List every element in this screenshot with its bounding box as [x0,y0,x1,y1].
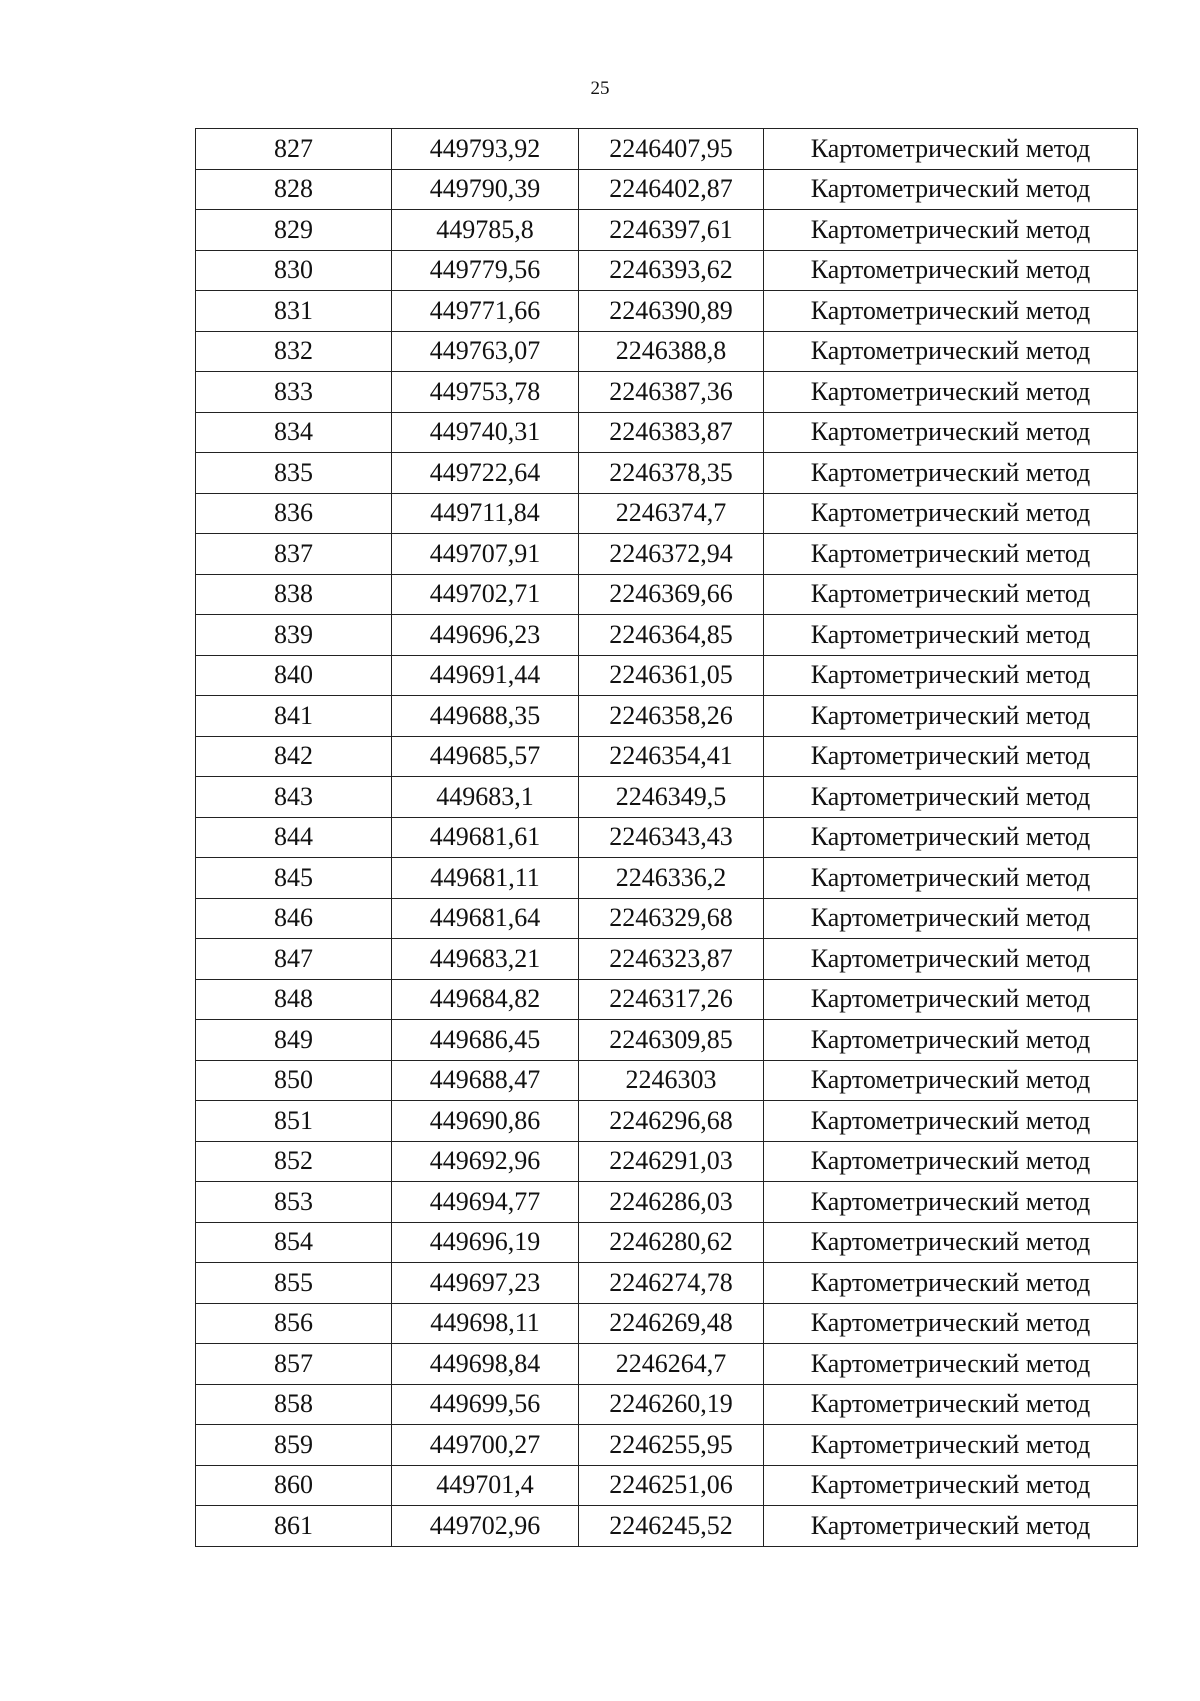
y-coordinate-cell: 2246317,26 [579,979,764,1020]
y-coordinate-cell: 2246291,03 [579,1141,764,1182]
method-cell: Картометрический метод [764,331,1138,372]
y-coordinate-cell: 2246245,52 [579,1506,764,1547]
point-number-cell: 831 [196,291,392,332]
y-coordinate-cell: 2246393,62 [579,250,764,291]
y-coordinate-cell: 2246358,26 [579,696,764,737]
table-row [196,1344,1138,1385]
coordinates-table-body [196,129,1138,1547]
method-cell: Картометрический метод [764,1182,1138,1223]
x-coordinate-cell: 449702,96 [392,1506,579,1547]
method-cell: Картометрический метод [764,210,1138,251]
x-coordinate-cell: 449696,19 [392,1222,579,1263]
method-cell: Картометрический метод [764,1101,1138,1142]
x-coordinate-cell: 449790,39 [392,169,579,210]
method-cell: Картометрический метод [764,291,1138,332]
point-number-cell: 852 [196,1141,392,1182]
method-cell: Картометрический метод [764,655,1138,696]
x-coordinate-cell: 449698,84 [392,1344,579,1385]
y-coordinate-cell: 2246372,94 [579,534,764,575]
method-cell: Картометрический метод [764,1263,1138,1304]
method-cell: Картометрический метод [764,615,1138,656]
method-cell: Картометрический метод [764,777,1138,818]
y-coordinate-cell: 2246286,03 [579,1182,764,1223]
x-coordinate-cell: 449697,23 [392,1263,579,1304]
table-row [196,1020,1138,1061]
point-number-cell: 834 [196,412,392,453]
table-row [196,493,1138,534]
table-row [196,655,1138,696]
x-coordinate-cell: 449711,84 [392,493,579,534]
method-cell: Картометрический метод [764,534,1138,575]
method-cell: Картометрический метод [764,1222,1138,1263]
table-row [196,979,1138,1020]
point-number-cell: 838 [196,574,392,615]
y-coordinate-cell: 2246309,85 [579,1020,764,1061]
point-number-cell: 853 [196,1182,392,1223]
table-row [196,574,1138,615]
y-coordinate-cell: 2246255,95 [579,1425,764,1466]
method-cell: Картометрический метод [764,858,1138,899]
table-row [196,1506,1138,1547]
y-coordinate-cell: 2246349,5 [579,777,764,818]
method-cell: Картометрический метод [764,817,1138,858]
table-row [196,1141,1138,1182]
y-coordinate-cell: 2246387,36 [579,372,764,413]
method-cell: Картометрический метод [764,1384,1138,1425]
x-coordinate-cell: 449779,56 [392,250,579,291]
x-coordinate-cell: 449698,11 [392,1303,579,1344]
table-row [196,1101,1138,1142]
point-number-cell: 846 [196,898,392,939]
y-coordinate-cell: 2246402,87 [579,169,764,210]
table-row [196,817,1138,858]
table-row [196,1182,1138,1223]
method-cell: Картометрический метод [764,129,1138,170]
y-coordinate-cell: 2246378,35 [579,453,764,494]
x-coordinate-cell: 449685,57 [392,736,579,777]
point-number-cell: 829 [196,210,392,251]
point-number-cell: 850 [196,1060,392,1101]
x-coordinate-cell: 449785,8 [392,210,579,251]
y-coordinate-cell: 2246323,87 [579,939,764,980]
y-coordinate-cell: 2246364,85 [579,615,764,656]
point-number-cell: 860 [196,1465,392,1506]
point-number-cell: 830 [196,250,392,291]
table-row [196,1060,1138,1101]
y-coordinate-cell: 2246251,06 [579,1465,764,1506]
x-coordinate-cell: 449686,45 [392,1020,579,1061]
x-coordinate-cell: 449683,1 [392,777,579,818]
table-row [196,453,1138,494]
method-cell: Картометрический метод [764,1303,1138,1344]
method-cell: Картометрический метод [764,939,1138,980]
x-coordinate-cell: 449701,4 [392,1465,579,1506]
x-coordinate-cell: 449691,44 [392,655,579,696]
method-cell: Картометрический метод [764,169,1138,210]
x-coordinate-cell: 449771,66 [392,291,579,332]
point-number-cell: 837 [196,534,392,575]
y-coordinate-cell: 2246390,89 [579,291,764,332]
x-coordinate-cell: 449700,27 [392,1425,579,1466]
point-number-cell: 842 [196,736,392,777]
point-number-cell: 851 [196,1101,392,1142]
y-coordinate-cell: 2246269,48 [579,1303,764,1344]
method-cell: Картометрический метод [764,493,1138,534]
point-number-cell: 828 [196,169,392,210]
method-cell: Картометрический метод [764,250,1138,291]
method-cell: Картометрический метод [764,898,1138,939]
x-coordinate-cell: 449702,71 [392,574,579,615]
y-coordinate-cell: 2246388,8 [579,331,764,372]
method-cell: Картометрический метод [764,372,1138,413]
x-coordinate-cell: 449722,64 [392,453,579,494]
y-coordinate-cell: 2246343,43 [579,817,764,858]
point-number-cell: 844 [196,817,392,858]
point-number-cell: 833 [196,372,392,413]
x-coordinate-cell: 449688,47 [392,1060,579,1101]
point-number-cell: 839 [196,615,392,656]
point-number-cell: 841 [196,696,392,737]
method-cell: Картометрический метод [764,1020,1138,1061]
table-row [196,1384,1138,1425]
table-row [196,696,1138,737]
y-coordinate-cell: 2246407,95 [579,129,764,170]
method-cell: Картометрический метод [764,1425,1138,1466]
table-row [196,858,1138,899]
coordinates-table [195,128,1138,1547]
page-number: 25 [590,78,610,99]
table-row [196,1222,1138,1263]
method-cell: Картометрический метод [764,979,1138,1020]
method-cell: Картометрический метод [764,412,1138,453]
y-coordinate-cell: 2246280,62 [579,1222,764,1263]
y-coordinate-cell: 2246361,05 [579,655,764,696]
x-coordinate-cell: 449696,23 [392,615,579,656]
y-coordinate-cell: 2246369,66 [579,574,764,615]
point-number-cell: 847 [196,939,392,980]
y-coordinate-cell: 2246383,87 [579,412,764,453]
point-number-cell: 845 [196,858,392,899]
point-number-cell: 832 [196,331,392,372]
table-row [196,1465,1138,1506]
table-row [196,331,1138,372]
x-coordinate-cell: 449690,86 [392,1101,579,1142]
table-row [196,534,1138,575]
method-cell: Картометрический метод [764,1060,1138,1101]
point-number-cell: 835 [196,453,392,494]
table-row [196,412,1138,453]
point-number-cell: 836 [196,493,392,534]
method-cell: Картометрический метод [764,1465,1138,1506]
method-cell: Картометрический метод [764,1344,1138,1385]
x-coordinate-cell: 449793,92 [392,129,579,170]
method-cell: Картометрический метод [764,696,1138,737]
x-coordinate-cell: 449684,82 [392,979,579,1020]
point-number-cell: 858 [196,1384,392,1425]
table-row [196,777,1138,818]
table-row [196,250,1138,291]
x-coordinate-cell: 449753,78 [392,372,579,413]
point-number-cell: 827 [196,129,392,170]
method-cell: Картометрический метод [764,1141,1138,1182]
method-cell: Картометрический метод [764,1506,1138,1547]
point-number-cell: 857 [196,1344,392,1385]
method-cell: Картометрический метод [764,453,1138,494]
y-coordinate-cell: 2246260,19 [579,1384,764,1425]
point-number-cell: 854 [196,1222,392,1263]
method-cell: Картометрический метод [764,574,1138,615]
table-row [196,939,1138,980]
table-row [196,291,1138,332]
x-coordinate-cell: 449763,07 [392,331,579,372]
x-coordinate-cell: 449699,56 [392,1384,579,1425]
y-coordinate-cell: 2246296,68 [579,1101,764,1142]
point-number-cell: 849 [196,1020,392,1061]
x-coordinate-cell: 449683,21 [392,939,579,980]
x-coordinate-cell: 449692,96 [392,1141,579,1182]
x-coordinate-cell: 449707,91 [392,534,579,575]
y-coordinate-cell: 2246329,68 [579,898,764,939]
point-number-cell: 856 [196,1303,392,1344]
table-row [196,1263,1138,1304]
point-number-cell: 855 [196,1263,392,1304]
method-cell: Картометрический метод [764,736,1138,777]
x-coordinate-cell: 449681,11 [392,858,579,899]
x-coordinate-cell: 449694,77 [392,1182,579,1223]
point-number-cell: 843 [196,777,392,818]
table-row [196,372,1138,413]
point-number-cell: 840 [196,655,392,696]
y-coordinate-cell: 2246274,78 [579,1263,764,1304]
x-coordinate-cell: 449740,31 [392,412,579,453]
table-row [196,898,1138,939]
table-row [196,1303,1138,1344]
x-coordinate-cell: 449688,35 [392,696,579,737]
y-coordinate-cell: 2246303 [579,1060,764,1101]
y-coordinate-cell: 2246354,41 [579,736,764,777]
table-row [196,1425,1138,1466]
point-number-cell: 861 [196,1506,392,1547]
point-number-cell: 859 [196,1425,392,1466]
table-row [196,129,1138,170]
point-number-cell: 848 [196,979,392,1020]
x-coordinate-cell: 449681,64 [392,898,579,939]
table-row [196,169,1138,210]
x-coordinate-cell: 449681,61 [392,817,579,858]
table-row [196,210,1138,251]
y-coordinate-cell: 2246374,7 [579,493,764,534]
y-coordinate-cell: 2246397,61 [579,210,764,251]
table-row [196,736,1138,777]
table-row [196,615,1138,656]
y-coordinate-cell: 2246264,7 [579,1344,764,1385]
y-coordinate-cell: 2246336,2 [579,858,764,899]
